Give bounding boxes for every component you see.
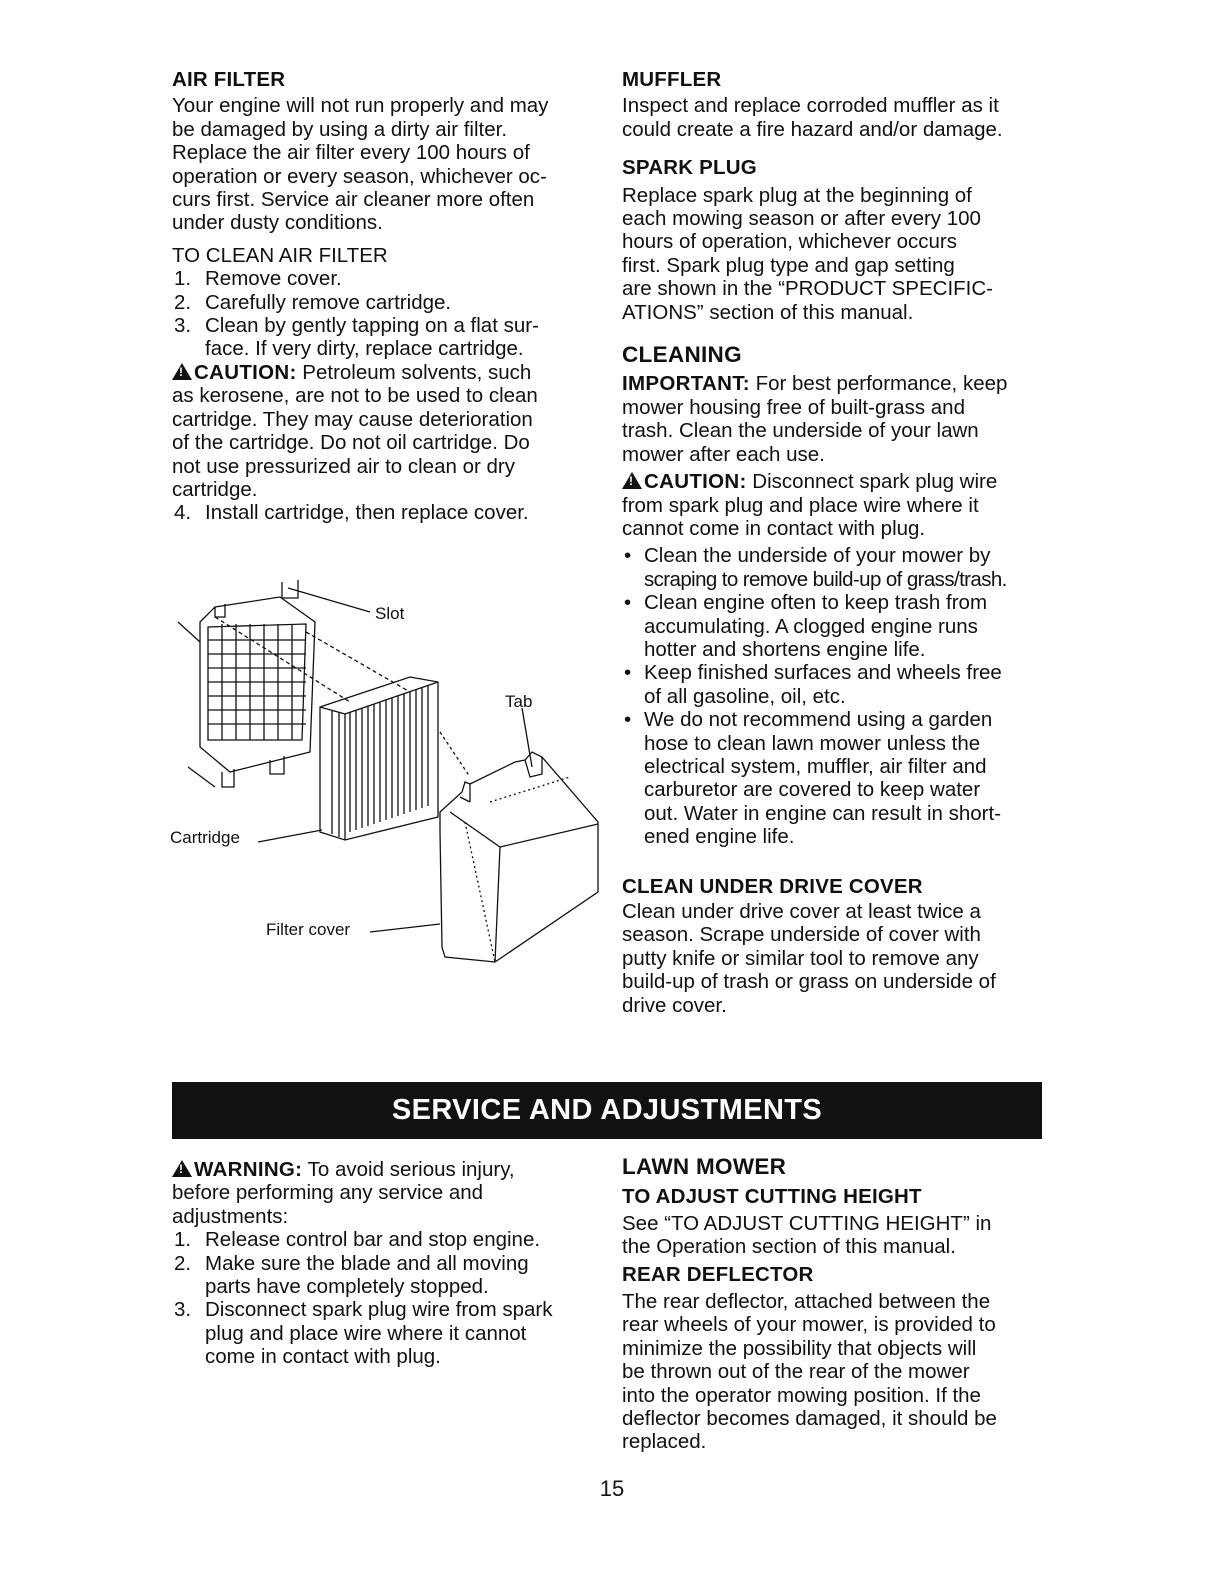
cleaning-important: IMPORTANT: For best performance, keep xyxy=(622,372,1008,396)
drive-cover-text: Clean under drive cover at least twice a xyxy=(622,900,981,923)
rear-deflector-text: into the operator mowing position. If the xyxy=(622,1383,981,1407)
warning-section xyxy=(172,1158,592,1369)
air-filter-step-3: 3. Clean by gently tapping on a flat sur- face. If very dirty, replace cartridge. xyxy=(174,314,539,361)
air-filter-text-6: under dusty conditions. xyxy=(172,211,383,235)
lawn-mower-heading: LAWN MOWER xyxy=(622,1154,787,1179)
spark-plug-text: each mowing season or after every 100 xyxy=(622,207,981,231)
drive-cover-text: season. Scrape underside of cover with xyxy=(622,923,981,947)
warning-step-3: 3. Disconnect spark plug wire from spark plug and place wire where it cannot come in contact with plug. xyxy=(174,1298,553,1369)
cleaning-important-line: trash. Clean the underside of your lawn xyxy=(622,419,979,443)
rear-deflector-text: replaced. xyxy=(622,1430,707,1454)
warning-text: !WARNING: To avoid serious injury, xyxy=(172,1158,592,1181)
air-filter-section xyxy=(172,68,592,525)
filter-cover-label: Filter cover xyxy=(266,920,351,939)
lawn-mower-section xyxy=(622,1155,1052,1454)
spark-plug-text: are shown in the “PRODUCT SPECIFIC- xyxy=(622,277,994,301)
air-filter-caution-line: cartridge. xyxy=(172,477,258,501)
cutting-height-heading: TO ADJUST CUTTING HEIGHT xyxy=(622,1185,922,1209)
warning-line: before performing any service and xyxy=(172,1181,484,1205)
cleaning-bullets xyxy=(622,544,1052,848)
air-filter-steps xyxy=(172,267,592,361)
air-filter-text-1: Your engine will not run properly and may xyxy=(172,94,549,118)
right-column-top xyxy=(622,68,1052,1017)
air-filter-text-5: curs first. Service air cleaner more often xyxy=(172,188,535,212)
air-filter-caution: !CAUTION: Petroleum solvents, such xyxy=(172,361,592,384)
spark-plug-text: ATIONS” section of this manual. xyxy=(622,300,914,324)
rear-deflector-text: deflector becomes damaged, it should be xyxy=(622,1407,997,1431)
cleaning-bullet: • Clean the underside of your mower by scraping to remove build-up of grass/trash. xyxy=(624,544,1007,591)
rear-deflector-text: rear wheels of your mower, is provided to xyxy=(622,1313,996,1337)
spark-plug-text: Replace spark plug at the beginning of xyxy=(622,183,972,207)
air-filter-step-4-list xyxy=(172,501,592,524)
air-filter-step-4: 4. Install cartridge, then replace cover. xyxy=(174,501,529,525)
drive-cover-heading: CLEAN UNDER DRIVE COVER xyxy=(622,874,923,898)
air-filter-text-4: operation or every season, whichever oc- xyxy=(172,164,547,188)
spark-plug-heading: SPARK PLUG xyxy=(622,156,757,180)
cartridge-label: Cartridge xyxy=(170,828,240,847)
air-filter-step-2: 2. Carefully remove cartridge. xyxy=(174,290,452,314)
warning-step-1: 1. Release control bar and stop engine. xyxy=(174,1228,541,1252)
rear-deflector-text: The rear deflector, attached between the xyxy=(622,1290,991,1314)
air-filter-step-1: 1. Remove cover. xyxy=(174,267,342,291)
page-number: 15 xyxy=(599,1476,625,1501)
service-adjustments-banner: SERVICE AND ADJUSTMENTS xyxy=(172,1082,1042,1139)
rear-deflector-text: be thrown out of the rear of the mower xyxy=(622,1360,970,1384)
air-filter-diagram xyxy=(170,562,600,972)
drive-cover-text: drive cover. xyxy=(622,993,727,1017)
muffler-text: Inspect and replace corroded muffler as it xyxy=(622,94,999,118)
warning-triangle-icon xyxy=(172,1160,192,1177)
cutting-height-text: See “TO ADJUST CUTTING HEIGHT” in xyxy=(622,1211,992,1235)
cleaning-important-line: mower housing free of built-grass and xyxy=(622,395,965,419)
to-clean-air-filter-heading: TO CLEAN AIR FILTER xyxy=(172,243,388,267)
air-filter-heading: AIR FILTER xyxy=(172,68,286,91)
cleaning-caution-line: cannot come in contact with plug. xyxy=(622,516,926,540)
rear-deflector-heading: REAR DEFLECTOR xyxy=(622,1262,814,1286)
cleaning-caution-line: from spark plug and place wire where it xyxy=(622,493,979,517)
muffler-text: could create a fire hazard and/or damage. xyxy=(622,117,1003,141)
caution-triangle-icon xyxy=(622,472,642,489)
air-filter-caution-line: as kerosene, are not to be used to clean xyxy=(172,384,538,408)
air-filter-caution-line: of the cartridge. Do not oil cartridge. Do xyxy=(172,431,530,455)
drive-cover-text: build-up of trash or grass on underside of xyxy=(622,970,996,994)
warning-line: adjustments: xyxy=(172,1204,289,1228)
air-filter-text-3: Replace the air filter every 100 hours of xyxy=(172,141,530,165)
air-filter-caution-line: not use pressurized air to clean or dry xyxy=(172,454,515,478)
cleaning-bullet: • Keep finished surfaces and wheels free of all gasoline, oil, etc. xyxy=(624,661,1002,708)
tab-label: Tab xyxy=(505,692,533,711)
air-filter-text-2: be damaged by using a dirty air filter. xyxy=(172,117,508,141)
caution-triangle-icon xyxy=(172,363,192,380)
cleaning-heading: CLEANING xyxy=(622,342,742,368)
muffler-heading: MUFFLER xyxy=(622,68,722,91)
cleaning-bullet: • Clean engine often to keep trash from accumulating. A clogged engine runs hotter and shortens engine life. xyxy=(624,591,988,661)
cleaning-caution: !CAUTION: Disconnect spark plug wire xyxy=(622,470,1052,493)
cleaning-important-line: mower after each use. xyxy=(622,442,825,466)
spark-plug-text: hours of operation, whichever occurs xyxy=(622,230,958,254)
warning-steps xyxy=(172,1228,592,1368)
cutting-height-text: the Operation section of this manual. xyxy=(622,1235,956,1259)
cleaning-bullet: • We do not recommend using a garden hose to clean lawn mower unless the electrical system, muffler, air filter and carburetor are covered to keep water out. Water in engine can result in short- ened engine life. xyxy=(624,708,1002,849)
drive-cover-text: putty knife or similar tool to remove any xyxy=(622,946,979,970)
air-filter-caution-line: cartridge. They may cause deterioration xyxy=(172,407,533,431)
warning-step-2: 2. Make sure the blade and all moving parts have completely stopped. xyxy=(174,1251,529,1299)
spark-plug-text: first. Spark plug type and gap setting xyxy=(622,253,955,277)
slot-label: Slot xyxy=(375,604,405,623)
rear-deflector-text: minimize the possibility that objects will xyxy=(622,1336,977,1360)
